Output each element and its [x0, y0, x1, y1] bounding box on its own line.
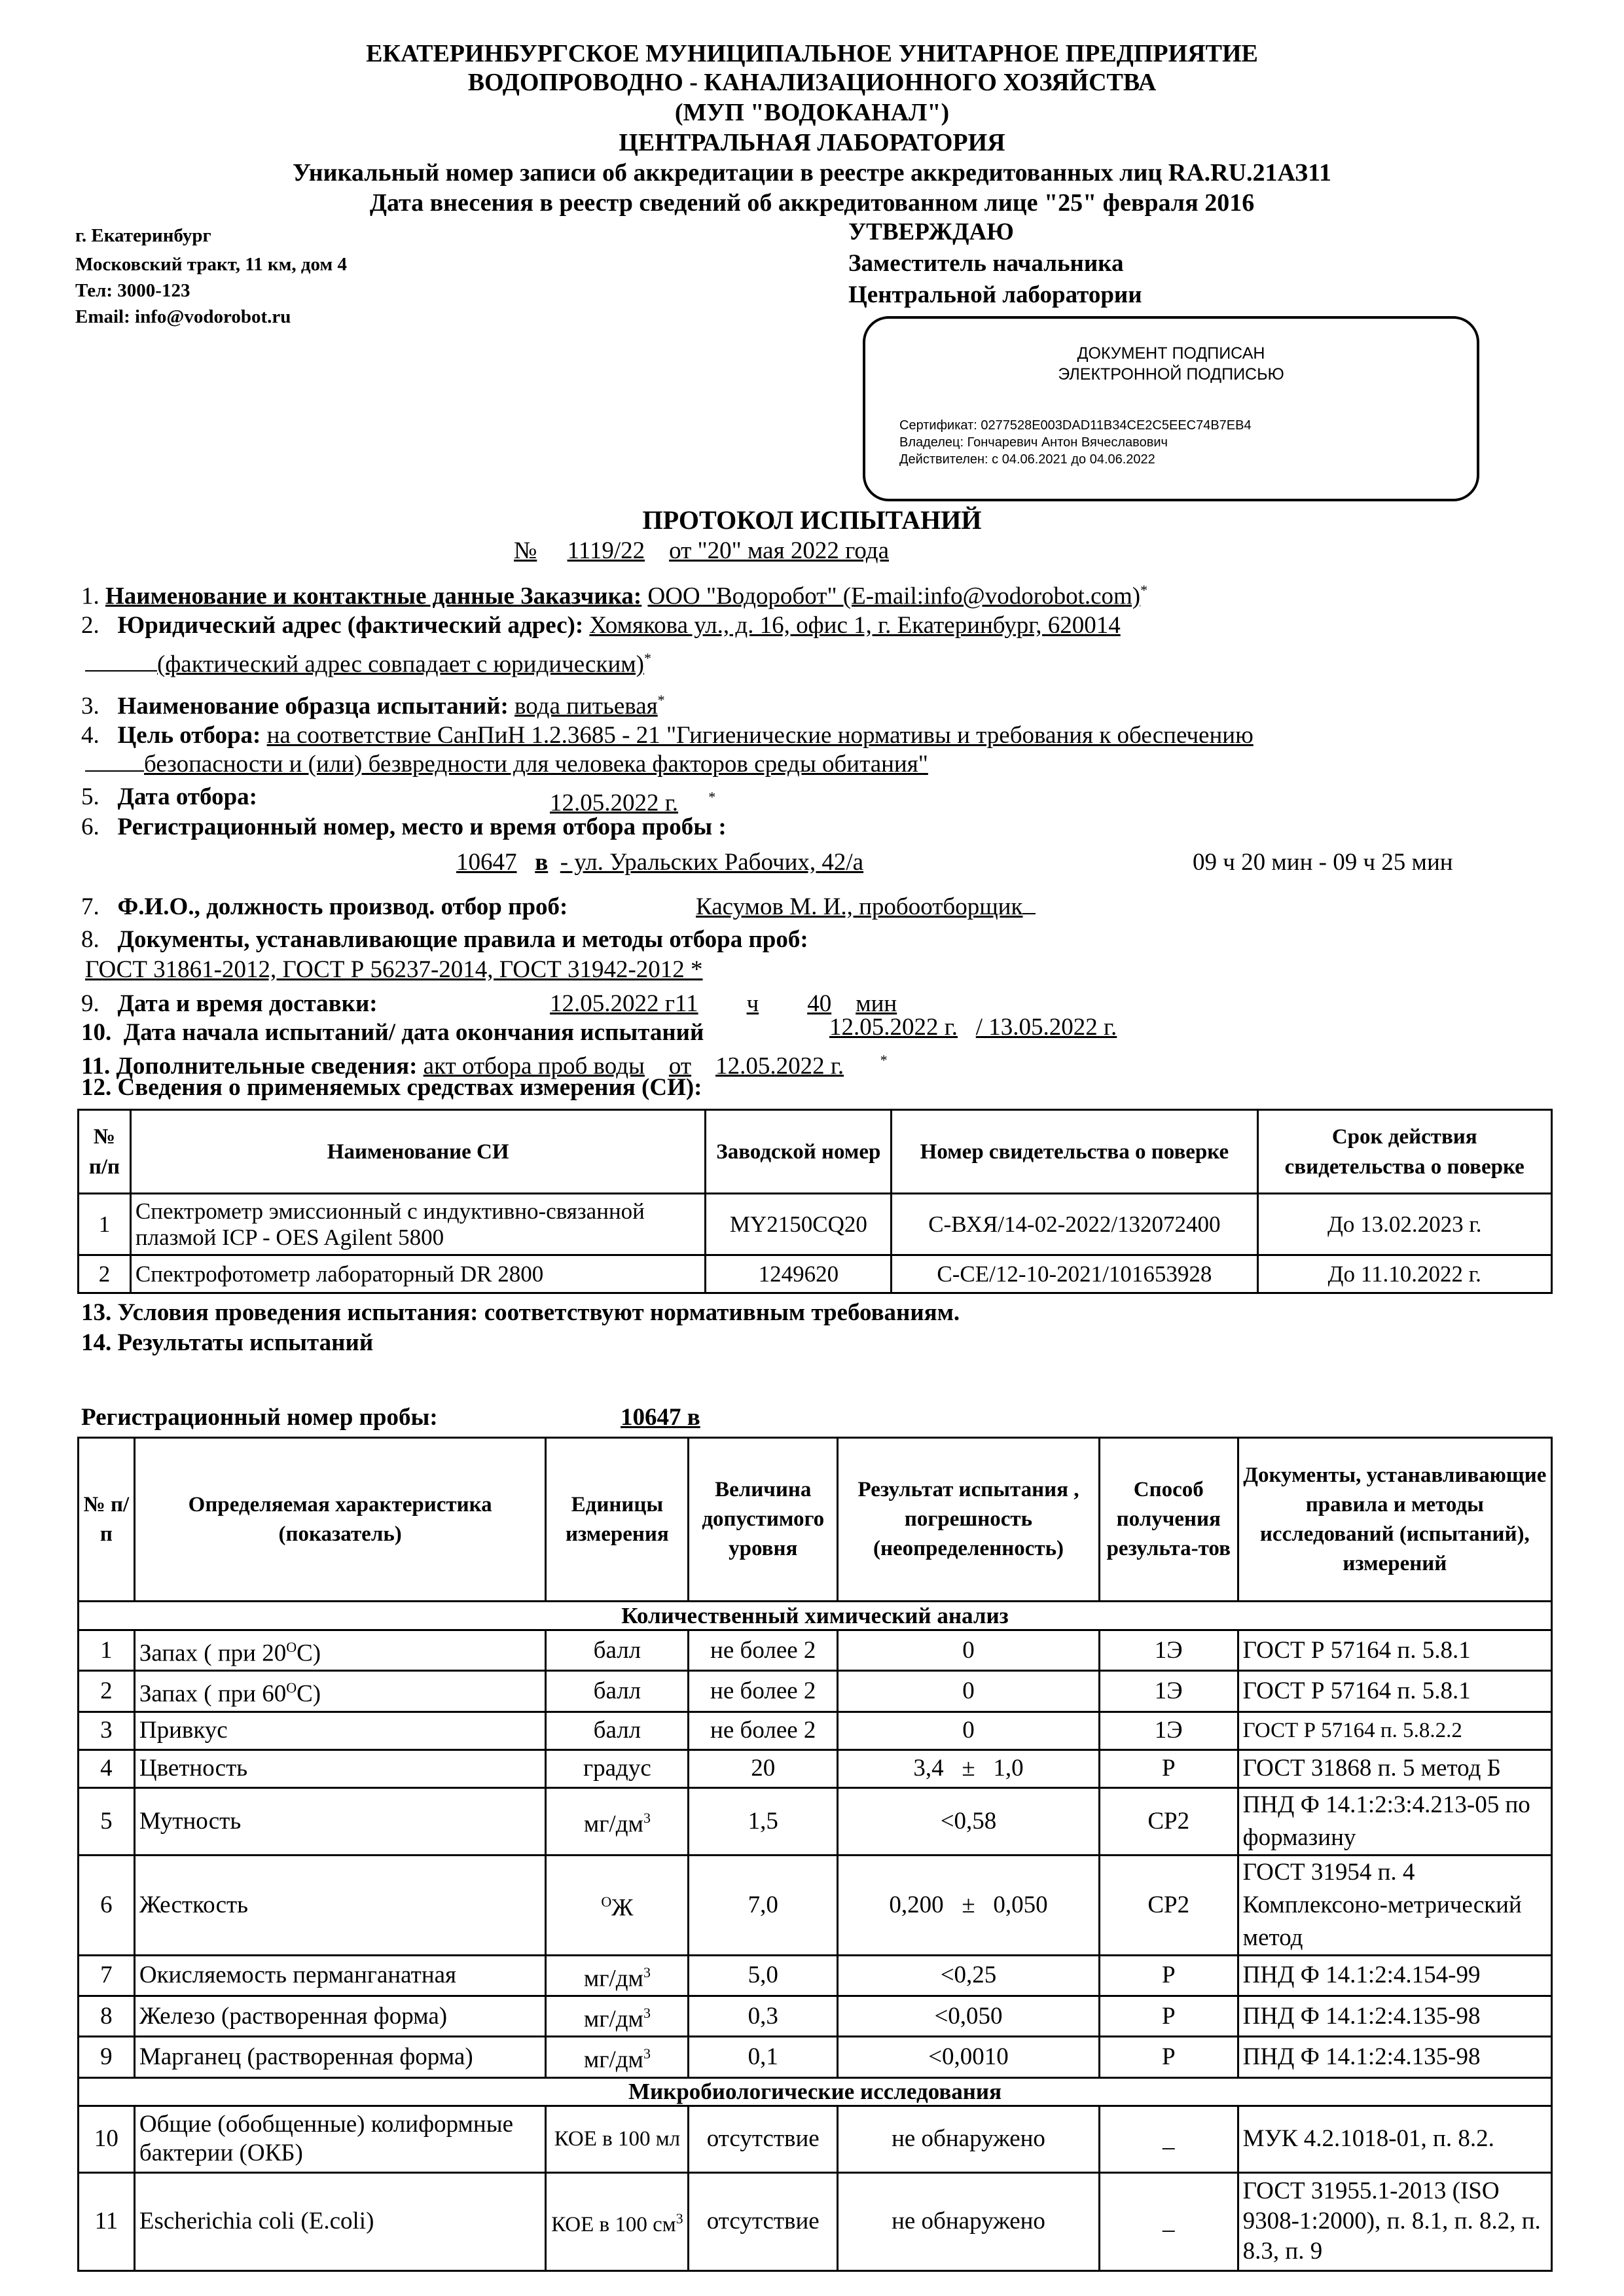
- item-6-time: 09 ч 20 мин - 09 ч 25 мин: [1193, 849, 1453, 876]
- res-doc: ГОСТ Р 57164 п. 5.8.2.2: [1238, 1712, 1551, 1749]
- si-col-valid: Срок действия свидетельства о поверке: [1257, 1110, 1552, 1194]
- res-unit: балл: [546, 1630, 689, 1671]
- res-method: Р: [1099, 1749, 1238, 1787]
- res-result: 0,200 ± 0,050: [838, 1855, 1100, 1955]
- res-result: 0: [838, 1712, 1100, 1749]
- item-14: 14. Результаты испытаний: [81, 1329, 374, 1356]
- res-unit-text: КОЕ в 100 см: [551, 2212, 676, 2236]
- item-9-minutes: 40: [807, 990, 832, 1017]
- item-11-ot: от: [668, 1052, 692, 1080]
- item-2-star: *: [643, 650, 651, 666]
- item-6-label: Регистрационный номер, место и время отбора пробы :: [117, 814, 727, 840]
- item-2-value: Хомякова ул., д. 16, офис 1, г. Екатеринбург, 620014: [589, 612, 1121, 639]
- approval-department: Центральной лаборатории: [848, 281, 1142, 308]
- res-unit-sup: 3: [643, 1809, 651, 1826]
- res-unit-sup: 3: [643, 2045, 651, 2062]
- res-unit: [546, 1955, 689, 1996]
- item-10-end: / 13.05.2022 г.: [975, 1014, 1117, 1041]
- res-unit-sup: 3: [643, 2004, 651, 2021]
- si-row-serial: MY2150CQ20: [706, 1194, 892, 1255]
- item-9-hours-label: ч: [746, 990, 759, 1017]
- si-row-cert: С-СЕ/12-10-2021/101653928: [892, 1255, 1257, 1293]
- res-col-result: Результат испытания , погрешность (неопределенность): [838, 1438, 1100, 1602]
- res-limit: 7,0: [689, 1855, 838, 1955]
- table-row: [79, 2106, 1552, 2172]
- item-3-label: Наименование образца испытаний:: [117, 692, 509, 720]
- item-5-star: *: [708, 789, 716, 805]
- item-10-label: Дата начала испытаний/ дата окончания испытаний: [123, 1019, 704, 1046]
- res-col-limit: Величина допустимого уровня: [689, 1438, 838, 1602]
- item-8-num: 8.: [81, 926, 99, 953]
- item-1-label: Наименование и контактные данные Заказчика:: [105, 583, 642, 610]
- item-6-values: [456, 848, 863, 877]
- res-limit: 0,3: [689, 1996, 838, 2036]
- res-result: не обнаружено: [838, 2172, 1100, 2270]
- table-row: [79, 1194, 1552, 1255]
- res-method: СР2: [1099, 1787, 1238, 1855]
- res-limit: не более 2: [689, 1712, 838, 1749]
- item-4-num: 4.: [81, 722, 99, 749]
- res-name: Привкус: [134, 1712, 546, 1749]
- table-row: [79, 2172, 1552, 2270]
- res-result: <0,0010: [838, 2037, 1100, 2077]
- si-table: [77, 1109, 1553, 1294]
- item-6-num: 6.: [81, 814, 99, 840]
- item-2: [81, 611, 1121, 640]
- item-10-start: 12.05.2022 г.: [829, 1014, 958, 1041]
- item-5: [81, 783, 257, 812]
- item-4-line2: [85, 750, 928, 779]
- si-col-serial: Заводской номер: [706, 1110, 892, 1194]
- item-11-num: 11.: [81, 1052, 111, 1080]
- si-row-name: Спектрометр эмиссионный с индуктивно-связанной плазмой ICP - OES Agilent 5800: [130, 1194, 706, 1255]
- res-limit: отсутствие: [689, 2106, 838, 2172]
- item-3-value: вода питьевая: [514, 692, 658, 720]
- item-8: [81, 925, 808, 954]
- res-result: <0,25: [838, 1955, 1100, 1996]
- res-unit-sup: 3: [676, 2210, 683, 2227]
- res-num: 3: [79, 1712, 135, 1749]
- res-num: 6: [79, 1855, 135, 1955]
- item-9-minutes-label: мин: [856, 990, 897, 1017]
- res-num: 8: [79, 1996, 135, 2036]
- res-doc: ГОСТ Р 57164 п. 5.8.1: [1238, 1671, 1551, 1712]
- protocol-title: ПРОТОКОЛ ИСПЫТАНИЙ: [642, 505, 982, 535]
- table-row: [79, 1630, 1552, 1671]
- res-unit-text: Ж: [611, 1894, 634, 1922]
- res-name-sup: О: [286, 1639, 297, 1655]
- address-city: г. Екатеринбург: [75, 225, 211, 246]
- item-11-label: Дополнительные сведения:: [116, 1052, 418, 1080]
- table-row: [79, 1955, 1552, 1996]
- reg-label: Регистрационный номер пробы:: [81, 1404, 438, 1431]
- item-4-value: на соответствие СанПиН 1.2.3685 - 21 "Гигиенические нормативы и требования к обеспечению: [266, 722, 1254, 749]
- res-num: 10: [79, 2106, 135, 2172]
- item-8-value: ГОСТ 31861-2012, ГОСТ Р 56237-2014, ГОСТ 31942-2012 *: [85, 956, 703, 983]
- item-12-num: 12.: [81, 1074, 112, 1101]
- item-6: [81, 813, 727, 842]
- table-row: [79, 1255, 1552, 1293]
- item-5-value: 12.05.2022 г.: [550, 789, 679, 817]
- table-row: [79, 2037, 1552, 2077]
- res-unit-text: мг/дм: [583, 2046, 643, 2073]
- stamp-subtitle: ЭЛЕКТРОННОЙ ПОДПИСЬЮ: [1058, 365, 1284, 384]
- table-row: [79, 1671, 1552, 1712]
- res-limit: не более 2: [689, 1630, 838, 1671]
- item-7-label: Ф.И.О., должность производ. отбор проб:: [117, 893, 568, 920]
- res-unit: балл: [546, 1712, 689, 1749]
- res-result: 3,4 ± 1,0: [838, 1749, 1100, 1787]
- table-row: [79, 1749, 1552, 1787]
- item-9-label: Дата и время доставки:: [117, 990, 378, 1017]
- res-col-doc: Документы, устанавливающие правила и методы исследований (испытаний), измерений: [1238, 1438, 1551, 1602]
- si-row-valid: До 13.02.2023 г.: [1257, 1194, 1552, 1255]
- res-name-end: С): [297, 1640, 321, 1667]
- res-unit: [546, 2172, 689, 2270]
- res-limit: не более 2: [689, 1671, 838, 1712]
- res-col-num: № п/п: [79, 1438, 135, 1602]
- res-name-text: Запах ( при 20: [139, 1640, 287, 1667]
- item-7: [81, 893, 568, 922]
- item-5-label: Дата отбора:: [117, 783, 257, 810]
- item-2-value2: (фактический адрес совпадает с юридическим): [157, 651, 644, 678]
- res-limit: отсутствие: [689, 2172, 838, 2270]
- approval-title: УТВЕРЖДАЮ: [848, 219, 1014, 245]
- res-method: 1Э: [1099, 1630, 1238, 1671]
- item-4-value2: безопасности и (или) безвредности для человека факторов среды обитания": [144, 751, 928, 778]
- section-row: [79, 1602, 1552, 1630]
- res-unit: [546, 1787, 689, 1855]
- res-col-name: Определяемая характеристика (показатель): [134, 1438, 546, 1602]
- item-5-num: 5.: [81, 783, 99, 810]
- item-1-value: ООО "Водоробот" (E-mail:info@vodorobot.com): [647, 583, 1141, 610]
- item-11-date: 12.05.2022 г.: [715, 1052, 844, 1080]
- si-table-header: [79, 1110, 1552, 1194]
- res-num: 7: [79, 1955, 135, 1996]
- stamp-title: ДОКУМЕНТ ПОДПИСАН: [1077, 344, 1265, 363]
- table-row: [79, 1996, 1552, 2036]
- res-unit: [546, 1855, 689, 1955]
- item-7-value: Касумов М. И., пробоотборщик: [696, 893, 1023, 920]
- item-1-num: 1.: [81, 583, 99, 610]
- results-table: [77, 1437, 1553, 2272]
- res-doc: ПНД Ф 14.1:2:3:4.213-05 по формазину: [1238, 1787, 1551, 1855]
- item-2-label: Юридический адрес (фактический адрес):: [117, 612, 584, 639]
- si-col-num: № п/п: [79, 1110, 131, 1194]
- res-method: 1Э: [1099, 1671, 1238, 1712]
- protocol-number: 1119/22: [567, 537, 645, 564]
- results-table-header: [79, 1438, 1552, 1602]
- res-name: Жесткость: [134, 1855, 546, 1955]
- item-10: [81, 1018, 704, 1047]
- res-doc: ПНД Ф 14.1:2:4.135-98: [1238, 1996, 1551, 2036]
- item-3: [81, 686, 665, 721]
- si-row-name: Спектрофотометр лабораторный DR 2800: [130, 1255, 706, 1293]
- res-doc: ПНД Ф 14.1:2:4.154-99: [1238, 1955, 1551, 1996]
- res-col-unit: Единицы измерения: [546, 1438, 689, 1602]
- item-9-num: 9.: [81, 990, 99, 1017]
- res-limit: 0,1: [689, 2037, 838, 2077]
- address-email: Email: info@vodorobot.ru: [75, 306, 291, 327]
- res-limit: 20: [689, 1749, 838, 1787]
- item-6-place: - ул. Уральских Рабочих, 42/а: [560, 849, 864, 876]
- item-3-star: *: [657, 692, 665, 708]
- res-method: СР2: [1099, 1855, 1238, 1955]
- res-name: [134, 1671, 546, 1712]
- res-name: Цветность: [134, 1749, 546, 1787]
- item-9: [81, 990, 378, 1018]
- reg-value: 10647 в: [621, 1404, 700, 1431]
- stamp-owner: Владелец: Гончаревич Антон Вячеславович: [899, 435, 1168, 450]
- res-method: _: [1099, 2106, 1238, 2172]
- res-unit-text: мг/дм: [583, 2005, 643, 2033]
- res-name-end: С): [297, 1680, 321, 1708]
- si-row-num: 2: [79, 1255, 131, 1293]
- res-name: Окисляемость перманганатная: [134, 1955, 546, 1996]
- accreditation-number: Уникальный номер записи об аккредитации в реестре аккредитованных лиц RA.RU.21АЗ11: [293, 159, 1331, 187]
- res-num: 5: [79, 1787, 135, 1855]
- res-method: Р: [1099, 1996, 1238, 2036]
- res-name-sup: О: [286, 1679, 297, 1696]
- section-chemical: Количественный химический анализ: [79, 1602, 1552, 1630]
- item-13: 13. Условия проведения испытания: соответствуют нормативным требованиям.: [81, 1299, 960, 1326]
- section-row: [79, 2077, 1552, 2106]
- item-3-num: 3.: [81, 692, 99, 720]
- res-method: Р: [1099, 2037, 1238, 2077]
- si-row-serial: 1249620: [706, 1255, 892, 1293]
- protocol-date: от "20" мая 2022 года: [669, 537, 890, 564]
- item-2-num: 2.: [81, 612, 99, 639]
- res-result: 0: [838, 1630, 1100, 1671]
- res-result: <0,58: [838, 1787, 1100, 1855]
- address-street: Московский тракт, 11 км, дом 4: [75, 254, 347, 275]
- res-doc: ГОСТ 31868 п. 5 метод Б: [1238, 1749, 1551, 1787]
- res-name: Мутность: [134, 1787, 546, 1855]
- res-limit: 1,5: [689, 1787, 838, 1855]
- item-7-num: 7.: [81, 893, 99, 920]
- item-6-letter: в: [535, 849, 549, 876]
- approval-position: Заместитель начальника: [848, 250, 1124, 277]
- item-6-reg: 10647: [456, 849, 517, 876]
- res-unit: [546, 2037, 689, 2077]
- res-name: [134, 1630, 546, 1671]
- res-name: Марганец (растворенная форма): [134, 2037, 546, 2077]
- res-unit-text: мг/дм: [583, 1964, 643, 1992]
- res-unit-sup: 3: [643, 1964, 651, 1981]
- res-num: 2: [79, 1671, 135, 1712]
- res-doc: МУК 4.2.1018-01, п. 8.2.: [1238, 2106, 1551, 2172]
- item-12-label: Сведения о применяемых средствах измерения (СИ):: [117, 1074, 702, 1101]
- si-row-num: 1: [79, 1194, 131, 1255]
- protocol-number-line: [514, 537, 889, 565]
- address-phone: Тел: 3000-123: [75, 280, 190, 301]
- res-doc: ГОСТ 31954 п. 4 Комплексоно-метрический метод: [1238, 1855, 1551, 1955]
- item-10-values: [829, 1013, 1117, 1042]
- item-11-star: *: [880, 1052, 888, 1068]
- res-unit: КОЕ в 100 мл: [546, 2106, 689, 2172]
- res-unit: балл: [546, 1671, 689, 1712]
- res-unit-pre: О: [601, 1893, 612, 1910]
- res-result: <0,050: [838, 1996, 1100, 2036]
- res-name-text: Запах ( при 60: [139, 1680, 287, 1708]
- res-doc: ПНД Ф 14.1:2:4.135-98: [1238, 2037, 1551, 2077]
- res-unit: градус: [546, 1749, 689, 1787]
- res-name: Escherichia coli (E.coli): [134, 2172, 546, 2270]
- item-4: [81, 721, 1254, 750]
- res-unit: [546, 1996, 689, 2036]
- res-unit-text: мг/дм: [583, 1810, 643, 1838]
- res-num: 11: [79, 2172, 135, 2270]
- number-sign: №: [514, 537, 537, 564]
- si-col-name: Наименование СИ: [130, 1110, 706, 1194]
- accreditation-date: Дата внесения в реестр сведений об аккредитованном лице "25" февраля 2016: [369, 189, 1255, 217]
- res-doc: ГОСТ Р 57164 п. 5.8.1: [1238, 1630, 1551, 1671]
- res-method: Р: [1099, 1955, 1238, 1996]
- table-row: [79, 1787, 1552, 1855]
- item-10-num: 10.: [81, 1019, 112, 1046]
- si-row-valid: До 11.10.2022 г.: [1257, 1255, 1552, 1293]
- table-row: [79, 1855, 1552, 1955]
- item-8-value-wrap: [85, 956, 703, 984]
- res-col-method: Способ получения результа-тов: [1099, 1438, 1238, 1602]
- res-name: Железо (растворенная форма): [134, 1996, 546, 2036]
- org-abbr: (МУП "ВОДОКАНАЛ"): [674, 99, 950, 126]
- res-num: 1: [79, 1630, 135, 1671]
- res-method: 1Э: [1099, 1712, 1238, 1749]
- res-num: 9: [79, 2037, 135, 2077]
- res-name: Общие (обобщенные) колиформные бактерии (ОКБ): [134, 2106, 546, 2172]
- res-method: _: [1099, 2172, 1238, 2270]
- table-row: [79, 1712, 1552, 1749]
- si-row-cert: С-ВХЯ/14-02-2022/132072400: [892, 1194, 1257, 1255]
- item-9-hours: 11: [674, 990, 698, 1017]
- e-signature-stamp: [863, 316, 1479, 501]
- section-micro: Микробиологические исследования: [79, 2077, 1552, 2106]
- item-1-star: *: [1140, 582, 1148, 598]
- res-num: 4: [79, 1749, 135, 1787]
- org-subtitle: ВОДОПРОВОДНО - КАНАЛИЗАЦИОННОГО ХОЗЯЙСТВА: [467, 69, 1157, 96]
- item-4-label: Цель отбора:: [117, 722, 261, 749]
- res-limit: 5,0: [689, 1955, 838, 1996]
- stamp-certificate: Сертификат: 0277528E003DAD11B34CE2C5EEC74B7EB4: [899, 418, 1252, 433]
- stamp-validity: Действителен: с 04.06.2021 до 04.06.2022: [899, 452, 1155, 467]
- si-col-cert: Номер свидетельства о поверке: [892, 1110, 1257, 1194]
- item-12: [81, 1073, 702, 1102]
- item-9-date: 12.05.2022 г: [550, 990, 675, 1017]
- org-name: ЕКАТЕРИНБУРГСКОЕ МУНИЦИПАЛЬНОЕ УНИТАРНОЕ ПРЕДПРИЯТИЕ: [366, 40, 1258, 67]
- item-2-line2: [85, 644, 651, 679]
- item-8-label: Документы, устанавливающие правила и методы отбора проб:: [117, 926, 808, 953]
- item-7-value-wrap: [696, 893, 1036, 922]
- res-result: 0: [838, 1671, 1100, 1712]
- item-1: [81, 576, 1147, 611]
- lab-name: ЦЕНТРАЛЬНАЯ ЛАБОРАТОРИЯ: [619, 129, 1005, 156]
- item-11-value: акт отбора проб воды: [423, 1052, 645, 1080]
- res-doc: ГОСТ 31955.1-2013 (ISO 9308-1:2000), п. 8.1, п. 8.2, п. 8.3, п. 9: [1238, 2172, 1551, 2270]
- res-result: не обнаружено: [838, 2106, 1100, 2172]
